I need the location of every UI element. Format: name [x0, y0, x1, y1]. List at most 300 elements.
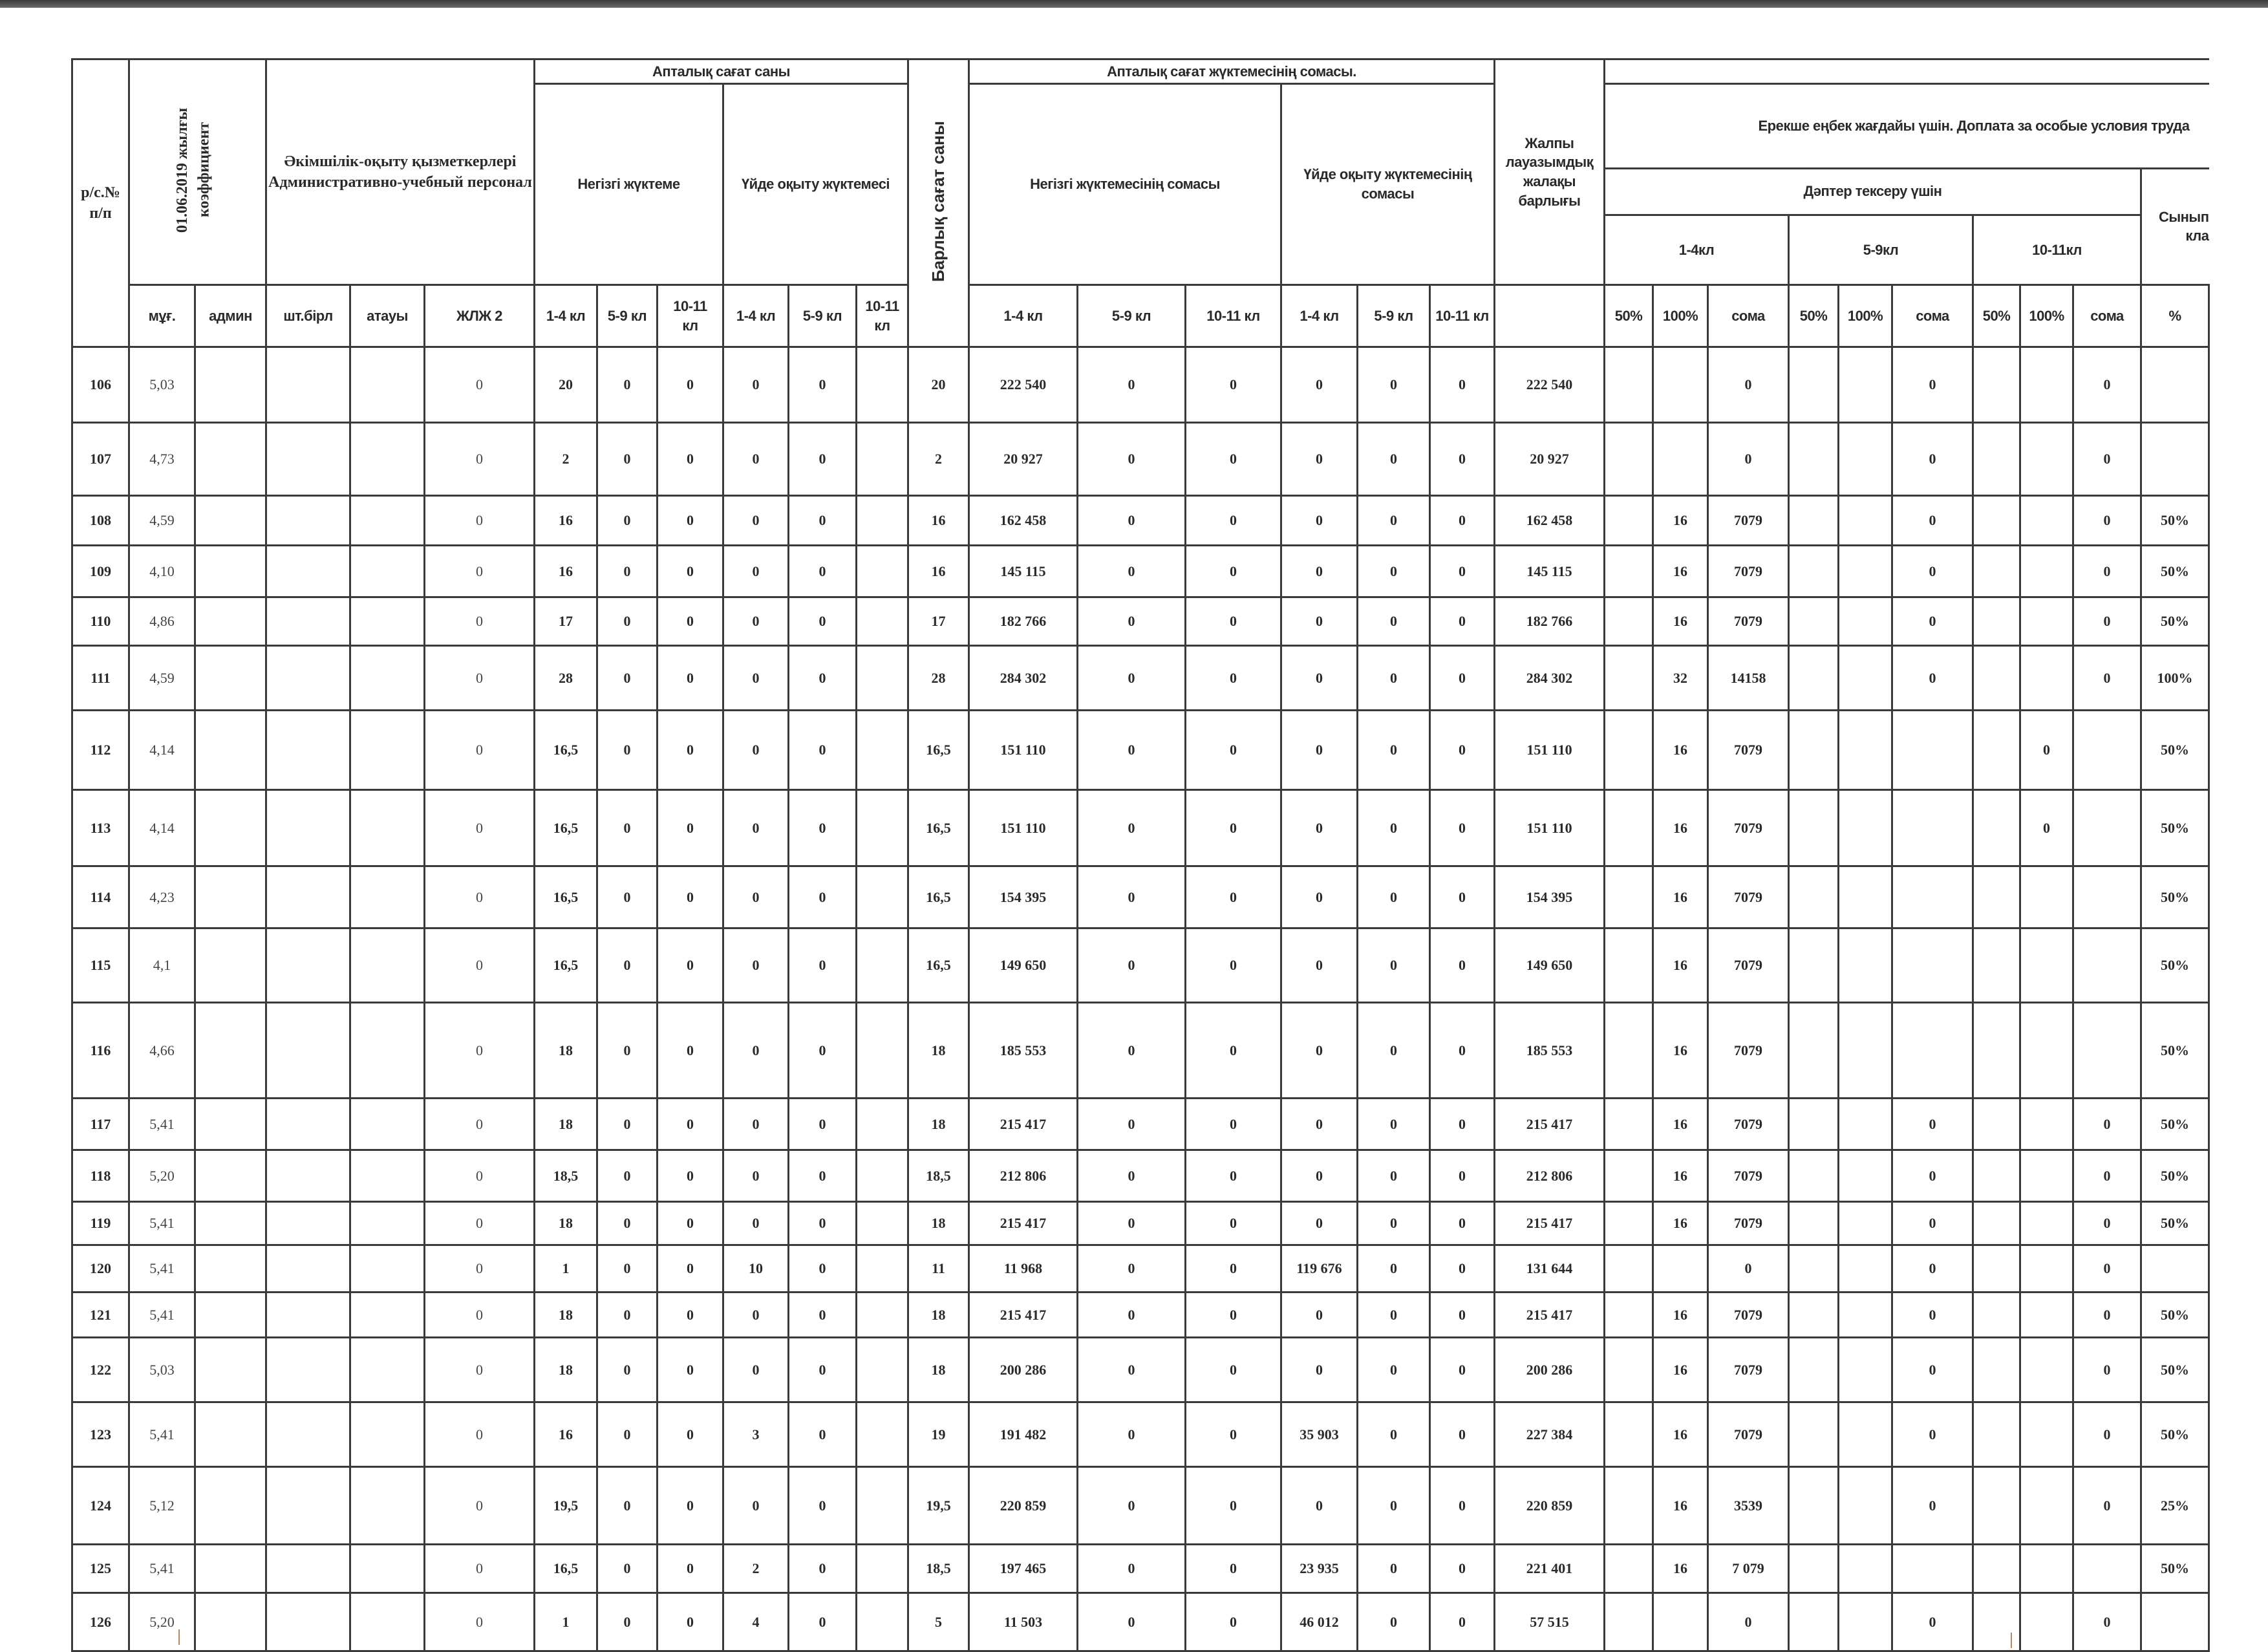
cell-zhlzh2: 0	[425, 790, 535, 866]
cell-sum-5-9: 0	[1078, 1545, 1186, 1593]
cell-row-no: 107	[72, 423, 129, 496]
cell-c-sum: 0	[2073, 496, 2141, 546]
cell-b-50	[1789, 546, 1839, 597]
cell-b-50	[1789, 1099, 1839, 1150]
cell-a-50	[1605, 1003, 1653, 1099]
cell-a-50	[1605, 1202, 1653, 1245]
cell-total-hours: 16,5	[908, 866, 969, 928]
cell-name	[350, 496, 425, 546]
cell-admin	[195, 1150, 266, 1202]
cell-total-salary: 145 115	[1495, 546, 1605, 597]
cell-sum-10-11: 0	[1186, 597, 1281, 646]
cell-staff-unit	[266, 1150, 350, 1202]
cell-c-100	[2020, 1003, 2073, 1099]
cell-class-pct: 50%	[2141, 597, 2209, 646]
cell-total-salary: 162 458	[1495, 496, 1605, 546]
header-pct: %	[2141, 285, 2209, 347]
cell-staff-unit	[266, 597, 350, 646]
header-weekly-load-sum: Апталық сағат жүктемесінің сомасы.	[969, 59, 1495, 84]
cell-home-hours-5-9: 0	[789, 1202, 857, 1245]
cell-hours-10-11: 0	[658, 423, 723, 496]
cell-home-hours-5-9: 0	[789, 1338, 857, 1402]
cell-hours-10-11: 0	[658, 1338, 723, 1402]
cell-sum-10-11: 0	[1186, 423, 1281, 496]
cell-name	[350, 866, 425, 928]
cell-hours-10-11: 0	[658, 1245, 723, 1293]
cell-home-hours-1-4: 3	[723, 1402, 789, 1467]
cell-c-sum: 0	[2073, 423, 2141, 496]
cell-a-sum: 3539	[1708, 1467, 1789, 1545]
cell-name	[350, 1202, 425, 1245]
cell-c-100	[2020, 423, 2073, 496]
cell-hours-5-9: 0	[597, 1593, 658, 1651]
cell-sum-5-9: 0	[1078, 496, 1186, 546]
cell-home-hours-10-11	[857, 1202, 908, 1245]
cell-b-100	[1839, 546, 1892, 597]
cell-b-sum: 0	[1892, 1150, 1973, 1202]
cell-b-50	[1789, 646, 1839, 711]
cell-home-sum-10-11: 0	[1430, 711, 1495, 790]
cell-hours-1-4: 18	[535, 1202, 597, 1245]
cell-coefficient: 5,41	[129, 1245, 195, 1293]
cell-home-sum-1-4: 0	[1281, 496, 1358, 546]
cell-home-sum-10-11: 0	[1430, 866, 1495, 928]
cell-home-sum-1-4: 0	[1281, 711, 1358, 790]
header-grade-5-9: 5-9кл	[1789, 215, 1973, 285]
cell-a-100: 16	[1653, 928, 1708, 1003]
cell-sum-1-4: 151 110	[969, 711, 1078, 790]
cell-b-sum	[1892, 866, 1973, 928]
cell-b-50	[1789, 423, 1839, 496]
table-row	[72, 1545, 2209, 1593]
header-salary-blank	[1495, 285, 1605, 347]
cell-c-50	[1973, 1245, 2020, 1293]
cell-zhlzh2: 0	[425, 347, 535, 423]
cell-total-hours: 18,5	[908, 1150, 969, 1202]
cell-c-100	[2020, 1467, 2073, 1545]
cell-b-sum: 0	[1892, 1099, 1973, 1150]
cell-hours-10-11: 0	[658, 597, 723, 646]
cell-a-sum: 7079	[1708, 546, 1789, 597]
cell-hours-1-4: 20	[535, 347, 597, 423]
cell-sum-5-9: 0	[1078, 1150, 1186, 1202]
cell-admin	[195, 423, 266, 496]
cell-name	[350, 347, 425, 423]
cell-hours-10-11: 0	[658, 1003, 723, 1099]
cell-c-sum: 0	[2073, 1338, 2141, 1402]
cell-sum-1-4: 11 968	[969, 1245, 1078, 1293]
table-row	[72, 1293, 2209, 1338]
cell-home-sum-1-4: 0	[1281, 1003, 1358, 1099]
cell-c-100	[2020, 1593, 2073, 1651]
header-a-100: 100%	[1653, 285, 1708, 347]
cell-home-hours-10-11	[857, 928, 908, 1003]
cell-a-sum: 7079	[1708, 1150, 1789, 1202]
cell-home-hours-10-11	[857, 711, 908, 790]
cell-home-hours-10-11	[857, 496, 908, 546]
cell-staff-unit	[266, 1003, 350, 1099]
cell-hours-1-4: 18	[535, 1099, 597, 1150]
cell-staff-unit	[266, 790, 350, 866]
cell-a-sum: 14158	[1708, 646, 1789, 711]
cell-home-sum-10-11: 0	[1430, 1150, 1495, 1202]
cell-home-hours-10-11	[857, 1338, 908, 1402]
cell-c-50	[1973, 1402, 2020, 1467]
cell-home-sum-5-9: 0	[1358, 1099, 1430, 1150]
cell-c-sum	[2073, 866, 2141, 928]
cell-a-100: 32	[1653, 646, 1708, 711]
cell-hours-10-11: 0	[658, 1150, 723, 1202]
cell-coefficient: 5,41	[129, 1545, 195, 1593]
cell-sum-10-11: 0	[1186, 347, 1281, 423]
cell-b-sum: 0	[1892, 1202, 1973, 1245]
cell-class-pct: 50%	[2141, 1402, 2209, 1467]
cell-b-sum: 0	[1892, 1245, 1973, 1293]
cell-b-sum: 0	[1892, 347, 1973, 423]
cell-a-sum: 7079	[1708, 866, 1789, 928]
cell-sum-1-4: 220 859	[969, 1467, 1078, 1545]
cell-home-sum-10-11: 0	[1430, 928, 1495, 1003]
cell-home-hours-10-11	[857, 1245, 908, 1293]
cell-c-100	[2020, 1402, 2073, 1467]
cell-b-100	[1839, 1338, 1892, 1402]
cell-home-sum-5-9: 0	[1358, 711, 1430, 790]
header-b-100: 100%	[1839, 285, 1892, 347]
cell-c-50	[1973, 597, 2020, 646]
cell-sum-1-4: 222 540	[969, 347, 1078, 423]
cell-home-hours-10-11	[857, 1293, 908, 1338]
header-c-50: 50%	[1973, 285, 2020, 347]
cell-home-sum-1-4: 0	[1281, 1099, 1358, 1150]
cell-staff-unit	[266, 646, 350, 711]
cell-zhlzh2: 0	[425, 1402, 535, 1467]
cell-c-50	[1973, 496, 2020, 546]
cell-home-hours-1-4: 0	[723, 1150, 789, 1202]
cell-home-sum-1-4: 0	[1281, 928, 1358, 1003]
cell-hours-10-11: 0	[658, 866, 723, 928]
header-home-sum-10-11: 10-11 кл	[1430, 285, 1495, 347]
cell-c-100	[2020, 1545, 2073, 1593]
cell-a-100: 16	[1653, 496, 1708, 546]
cell-a-sum: 7079	[1708, 1202, 1789, 1245]
cell-row-no: 117	[72, 1099, 129, 1150]
cell-home-hours-5-9: 0	[789, 790, 857, 866]
cell-sum-10-11: 0	[1186, 1293, 1281, 1338]
cell-admin	[195, 866, 266, 928]
cell-home-hours-10-11	[857, 347, 908, 423]
cell-home-sum-1-4: 0	[1281, 1202, 1358, 1245]
cell-b-100	[1839, 496, 1892, 546]
cell-a-100	[1653, 423, 1708, 496]
cell-hours-1-4: 16,5	[535, 928, 597, 1003]
cell-coefficient: 5,03	[129, 347, 195, 423]
cell-a-100: 16	[1653, 1338, 1708, 1402]
cell-b-50	[1789, 1593, 1839, 1651]
cell-sum-10-11: 0	[1186, 1202, 1281, 1245]
cell-b-100	[1839, 928, 1892, 1003]
cell-admin	[195, 1003, 266, 1099]
cell-c-50	[1973, 1150, 2020, 1202]
cell-sum-5-9: 0	[1078, 866, 1186, 928]
cell-a-sum: 7079	[1708, 1099, 1789, 1150]
cell-row-no: 112	[72, 711, 129, 790]
cell-a-50	[1605, 711, 1653, 790]
cell-home-sum-10-11: 0	[1430, 1545, 1495, 1593]
cell-class-pct: 50%	[2141, 1003, 2209, 1099]
cell-class-pct: 25%	[2141, 1467, 2209, 1545]
table-row	[72, 496, 2209, 546]
cell-b-50	[1789, 1467, 1839, 1545]
cell-hours-1-4: 1	[535, 1593, 597, 1651]
header-teacher: мұғ.	[129, 285, 195, 347]
cell-admin	[195, 1245, 266, 1293]
cell-sum-5-9: 0	[1078, 1402, 1186, 1467]
cell-a-sum: 7079	[1708, 790, 1789, 866]
cell-class-pct: 50%	[2141, 546, 2209, 597]
cell-a-50	[1605, 1099, 1653, 1150]
cell-hours-10-11: 0	[658, 1202, 723, 1245]
header-total-salary: Жалпы лауазымдық жалақы барлығы	[1495, 59, 1605, 285]
cell-zhlzh2: 0	[425, 597, 535, 646]
cell-home-sum-10-11: 0	[1430, 1099, 1495, 1150]
cell-sum-5-9: 0	[1078, 423, 1186, 496]
cell-b-sum: 0	[1892, 1402, 1973, 1467]
cell-home-hours-5-9: 0	[789, 866, 857, 928]
cell-total-hours: 16,5	[908, 928, 969, 1003]
cell-b-50	[1789, 928, 1839, 1003]
cell-sum-10-11: 0	[1186, 646, 1281, 711]
cell-b-50	[1789, 790, 1839, 866]
cell-admin	[195, 928, 266, 1003]
header-b-sum: сома	[1892, 285, 1973, 347]
cell-c-sum: 0	[2073, 1402, 2141, 1467]
cell-staff-unit	[266, 1293, 350, 1338]
cell-total-hours: 18	[908, 1099, 969, 1150]
cell-home-sum-1-4: 0	[1281, 866, 1358, 928]
table-row	[72, 866, 2209, 928]
cell-a-100: 16	[1653, 1467, 1708, 1545]
cell-hours-5-9: 0	[597, 1293, 658, 1338]
table-row	[72, 1150, 2209, 1202]
cell-a-sum: 7079	[1708, 1402, 1789, 1467]
scan-mark	[178, 1629, 180, 1645]
cell-a-50	[1605, 866, 1653, 928]
cell-total-salary: 227 384	[1495, 1402, 1605, 1467]
cell-b-100	[1839, 597, 1892, 646]
cell-row-no: 125	[72, 1545, 129, 1593]
cell-c-50	[1973, 866, 2020, 928]
cell-c-100	[2020, 928, 2073, 1003]
cell-hours-1-4: 16,5	[535, 790, 597, 866]
cell-row-no: 124	[72, 1467, 129, 1545]
cell-sum-1-4: 215 417	[969, 1099, 1078, 1150]
cell-c-100: 0	[2020, 790, 2073, 866]
cell-home-hours-1-4: 0	[723, 546, 789, 597]
cell-c-sum	[2073, 928, 2141, 1003]
cell-row-no: 116	[72, 1003, 129, 1099]
cell-a-50	[1605, 347, 1653, 423]
cell-home-sum-1-4: 0	[1281, 790, 1358, 866]
cell-sum-10-11: 0	[1186, 1545, 1281, 1593]
cell-c-sum: 0	[2073, 1467, 2141, 1545]
cell-c-50	[1973, 1293, 2020, 1338]
cell-c-sum: 0	[2073, 1293, 2141, 1338]
cell-hours-10-11: 0	[658, 711, 723, 790]
cell-hours-1-4: 18	[535, 1003, 597, 1099]
cell-b-50	[1789, 597, 1839, 646]
cell-home-sum-1-4: 35 903	[1281, 1402, 1358, 1467]
cell-total-salary: 131 644	[1495, 1245, 1605, 1293]
cell-total-hours: 18	[908, 1202, 969, 1245]
cell-a-50	[1605, 1402, 1653, 1467]
table-row	[72, 1099, 2209, 1150]
cell-a-50	[1605, 1593, 1653, 1651]
header-admin-staff: Әкімшілік-оқыту қызметкерлері Административно-учебный персонал	[266, 59, 535, 285]
cell-total-hours: 28	[908, 646, 969, 711]
cell-home-sum-10-11: 0	[1430, 1467, 1495, 1545]
cell-home-sum-1-4: 0	[1281, 1150, 1358, 1202]
cell-home-hours-10-11	[857, 597, 908, 646]
cell-home-sum-5-9: 0	[1358, 496, 1430, 546]
cell-b-50	[1789, 1293, 1839, 1338]
cell-hours-5-9: 0	[597, 1202, 658, 1245]
cell-total-hours: 18	[908, 1338, 969, 1402]
cell-home-sum-10-11: 0	[1430, 347, 1495, 423]
cell-b-sum: 0	[1892, 1293, 1973, 1338]
cell-staff-unit	[266, 1467, 350, 1545]
cell-hours-5-9: 0	[597, 347, 658, 423]
cell-b-50	[1789, 711, 1839, 790]
cell-b-sum	[1892, 1003, 1973, 1099]
cell-home-sum-10-11: 0	[1430, 1402, 1495, 1467]
cell-a-50	[1605, 496, 1653, 546]
cell-home-sum-5-9: 0	[1358, 1593, 1430, 1651]
header-home-load-sum: Үйде оқыту жүктемесінің сомасы	[1281, 84, 1495, 285]
cell-hours-1-4: 16	[535, 496, 597, 546]
cell-c-sum: 0	[2073, 1245, 2141, 1293]
cell-b-100	[1839, 1245, 1892, 1293]
header-grade-1-4: 1-4кл	[1605, 215, 1789, 285]
cell-class-pct: 50%	[2141, 866, 2209, 928]
cell-total-salary: 185 553	[1495, 1003, 1605, 1099]
cell-hours-1-4: 16	[535, 546, 597, 597]
cell-sum-10-11: 0	[1186, 790, 1281, 866]
cell-total-salary: 182 766	[1495, 597, 1605, 646]
cell-home-hours-1-4: 4	[723, 1593, 789, 1651]
cell-hours-1-4: 16	[535, 1402, 597, 1467]
cell-sum-5-9: 0	[1078, 1293, 1186, 1338]
cell-a-100	[1653, 347, 1708, 423]
cell-staff-unit	[266, 546, 350, 597]
cell-b-100	[1839, 1293, 1892, 1338]
header-admin: админ	[195, 285, 266, 347]
cell-staff-unit	[266, 1338, 350, 1402]
cell-admin	[195, 1593, 266, 1651]
cell-hours-5-9: 0	[597, 597, 658, 646]
cell-row-no: 108	[72, 496, 129, 546]
cell-total-hours: 18	[908, 1003, 969, 1099]
cell-staff-unit	[266, 866, 350, 928]
cell-home-hours-1-4: 0	[723, 347, 789, 423]
cell-a-100: 16	[1653, 1202, 1708, 1245]
cell-hours-1-4: 28	[535, 646, 597, 711]
cell-name	[350, 928, 425, 1003]
cell-coefficient: 4,59	[129, 496, 195, 546]
cell-home-hours-1-4: 0	[723, 496, 789, 546]
header-hours-5-9: 5-9 кл	[597, 285, 658, 347]
cell-a-100: 16	[1653, 866, 1708, 928]
cell-c-100	[2020, 1099, 2073, 1150]
cell-coefficient: 4,14	[129, 711, 195, 790]
cell-b-sum: 0	[1892, 597, 1973, 646]
table-row	[72, 711, 2209, 790]
cell-home-hours-1-4: 0	[723, 597, 789, 646]
cell-class-pct: 50%	[2141, 1099, 2209, 1150]
cell-sum-5-9: 0	[1078, 347, 1186, 423]
cell-total-salary: 220 859	[1495, 1467, 1605, 1545]
cell-c-100	[2020, 496, 2073, 546]
table-row	[72, 1245, 2209, 1293]
cell-b-50	[1789, 1003, 1839, 1099]
cell-name	[350, 1545, 425, 1593]
cell-sum-10-11: 0	[1186, 1593, 1281, 1651]
cell-hours-10-11: 0	[658, 1293, 723, 1338]
cell-home-hours-5-9: 0	[789, 646, 857, 711]
cell-a-50	[1605, 790, 1653, 866]
cell-coefficient: 4,10	[129, 546, 195, 597]
cell-c-50	[1973, 1545, 2020, 1593]
cell-a-50	[1605, 1150, 1653, 1202]
header-main-load: Негізгі жүктеме	[535, 84, 723, 285]
cell-sum-10-11: 0	[1186, 711, 1281, 790]
cell-coefficient: 4,86	[129, 597, 195, 646]
cell-c-100	[2020, 1150, 2073, 1202]
cell-b-sum	[1892, 711, 1973, 790]
cell-sum-5-9: 0	[1078, 597, 1186, 646]
cell-sum-1-4: 145 115	[969, 546, 1078, 597]
cell-total-hours: 19,5	[908, 1467, 969, 1545]
cell-sum-5-9: 0	[1078, 1593, 1186, 1651]
cell-class-pct: 50%	[2141, 1150, 2209, 1202]
cell-home-hours-5-9: 0	[789, 1593, 857, 1651]
cell-b-sum	[1892, 790, 1973, 866]
cell-row-no: 120	[72, 1245, 129, 1293]
cell-b-sum: 0	[1892, 546, 1973, 597]
cell-c-50	[1973, 1099, 2020, 1150]
cell-c-100	[2020, 1338, 2073, 1402]
header-c-sum: сома	[2073, 285, 2141, 347]
cell-coefficient: 5,12	[129, 1467, 195, 1545]
cell-home-sum-1-4: 23 935	[1281, 1545, 1358, 1593]
cell-c-50	[1973, 1003, 2020, 1099]
cell-a-sum: 7079	[1708, 1293, 1789, 1338]
cell-row-no: 110	[72, 597, 129, 646]
cell-staff-unit	[266, 928, 350, 1003]
cell-home-hours-1-4: 0	[723, 790, 789, 866]
cell-home-sum-10-11: 0	[1430, 1293, 1495, 1338]
header-zhlzh2: ЖЛЖ 2	[425, 285, 535, 347]
cell-staff-unit	[266, 423, 350, 496]
cell-home-hours-1-4: 0	[723, 1467, 789, 1545]
cell-b-100	[1839, 1202, 1892, 1245]
cell-sum-10-11: 0	[1186, 1099, 1281, 1150]
cell-b-100	[1839, 1003, 1892, 1099]
cell-total-salary: 57 515	[1495, 1593, 1605, 1651]
cell-a-50	[1605, 423, 1653, 496]
cell-c-50	[1973, 928, 2020, 1003]
cell-class-pct: 50%	[2141, 1545, 2209, 1593]
cell-staff-unit	[266, 1099, 350, 1150]
